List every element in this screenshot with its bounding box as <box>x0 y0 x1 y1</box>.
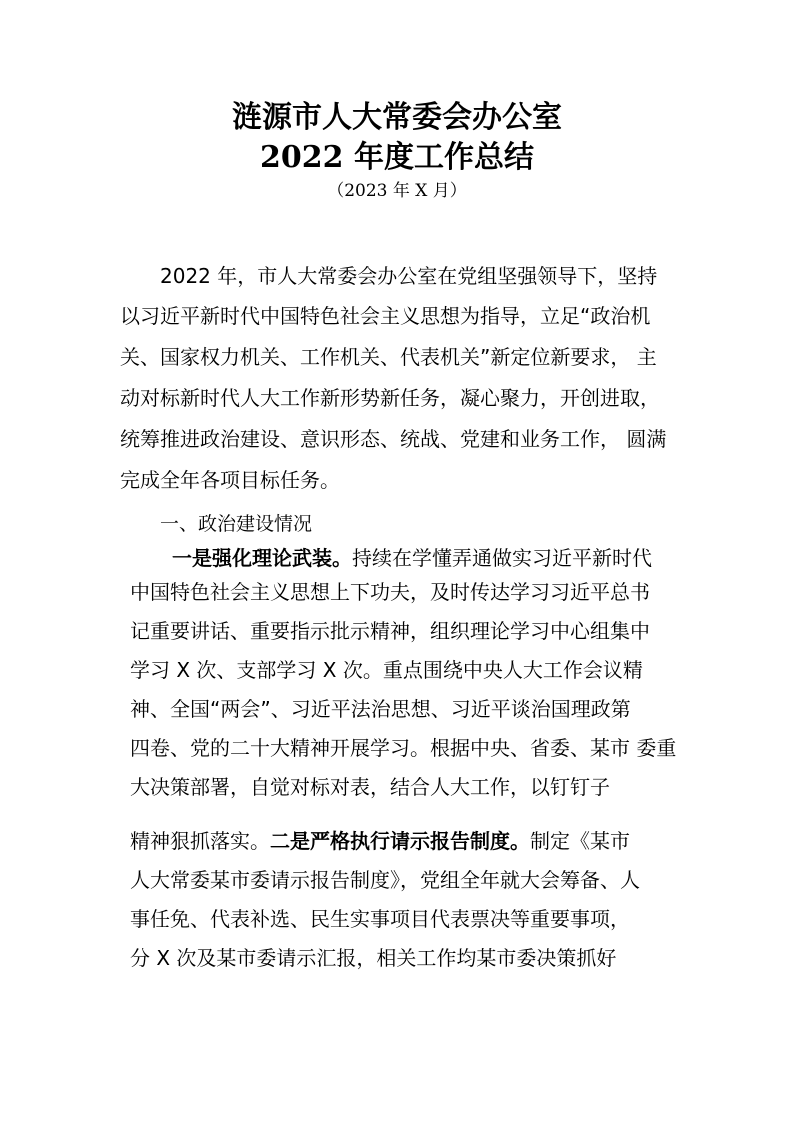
section-heading: 一、政治建设情况 <box>160 513 313 535</box>
intro-line: 2022 年，市人大常委会办公室在党组坚强领导下，坚持 <box>160 264 658 288</box>
point1-line: 神、全国“两会”、习近平法治思想、习近平谈治国理政第 <box>130 697 631 721</box>
point1-line: 记重要讲话、重要指示批示精神，组织理论学习中心组集中 <box>130 619 650 643</box>
intro-line: 完成全年各项目标任务。 <box>120 468 340 492</box>
point1-first-line <box>172 544 652 572</box>
point1-bold-lead: 一是强化理论武装。 <box>172 546 352 570</box>
document-date: （2023 年 X 月） <box>327 181 467 201</box>
point2-line: 事任免、代表补选、民生实事项目代表票决等重要事项， <box>130 907 630 931</box>
intro-line: 动对标新时代人大工作新形势新任务，凝心聚力，开创进取， <box>120 386 660 410</box>
point1-line: 学习 X 次、支部学习 X 次。重点围绕中央人大工作会议精 <box>130 658 643 682</box>
point1-line: 中国特色社会主义思想上下功夫，及时传达学习习近平总书 <box>130 580 650 604</box>
point2-line: 分 X 次及某市委请示汇报，相关工作均某市委决策抓好 <box>130 946 617 970</box>
point1-line: 大决策部署，自觉对标对表，结合人大工作，以钉钉子 <box>130 775 610 799</box>
point1-last-line: 精神狠抓落实。 <box>130 829 270 853</box>
point2-first-line-text: 制定《某市 <box>530 829 630 853</box>
intro-line: 统筹推进政治建设、意识形态、统战、党建和业务工作， 圆满 <box>120 427 667 451</box>
point1-line: 四卷、党的二十大精神开展学习。根据中央、省委、某市 委重 <box>130 736 677 760</box>
intro-line: 关、国家权力机关、工作机关、代表机关”新定位新要求， 主 <box>120 345 657 369</box>
point2-first-line <box>130 827 630 855</box>
intro-line: 以习近平新时代中国特色社会主义思想为指导，立足“政治机 <box>120 304 651 328</box>
document-title-line1: 涟源市人大常委会办公室 <box>232 100 562 135</box>
point2-line: 人大常委某市委请示报告制度》，党组全年就大会筹备、人 <box>130 868 640 892</box>
point1-first-line-text: 持续在学懂弄通做实习近平新时代 <box>352 546 652 570</box>
document-title-line2: 2022 年度工作总结 <box>260 140 534 175</box>
point2-bold-lead: 二是严格执行请示报告制度。 <box>270 829 530 853</box>
